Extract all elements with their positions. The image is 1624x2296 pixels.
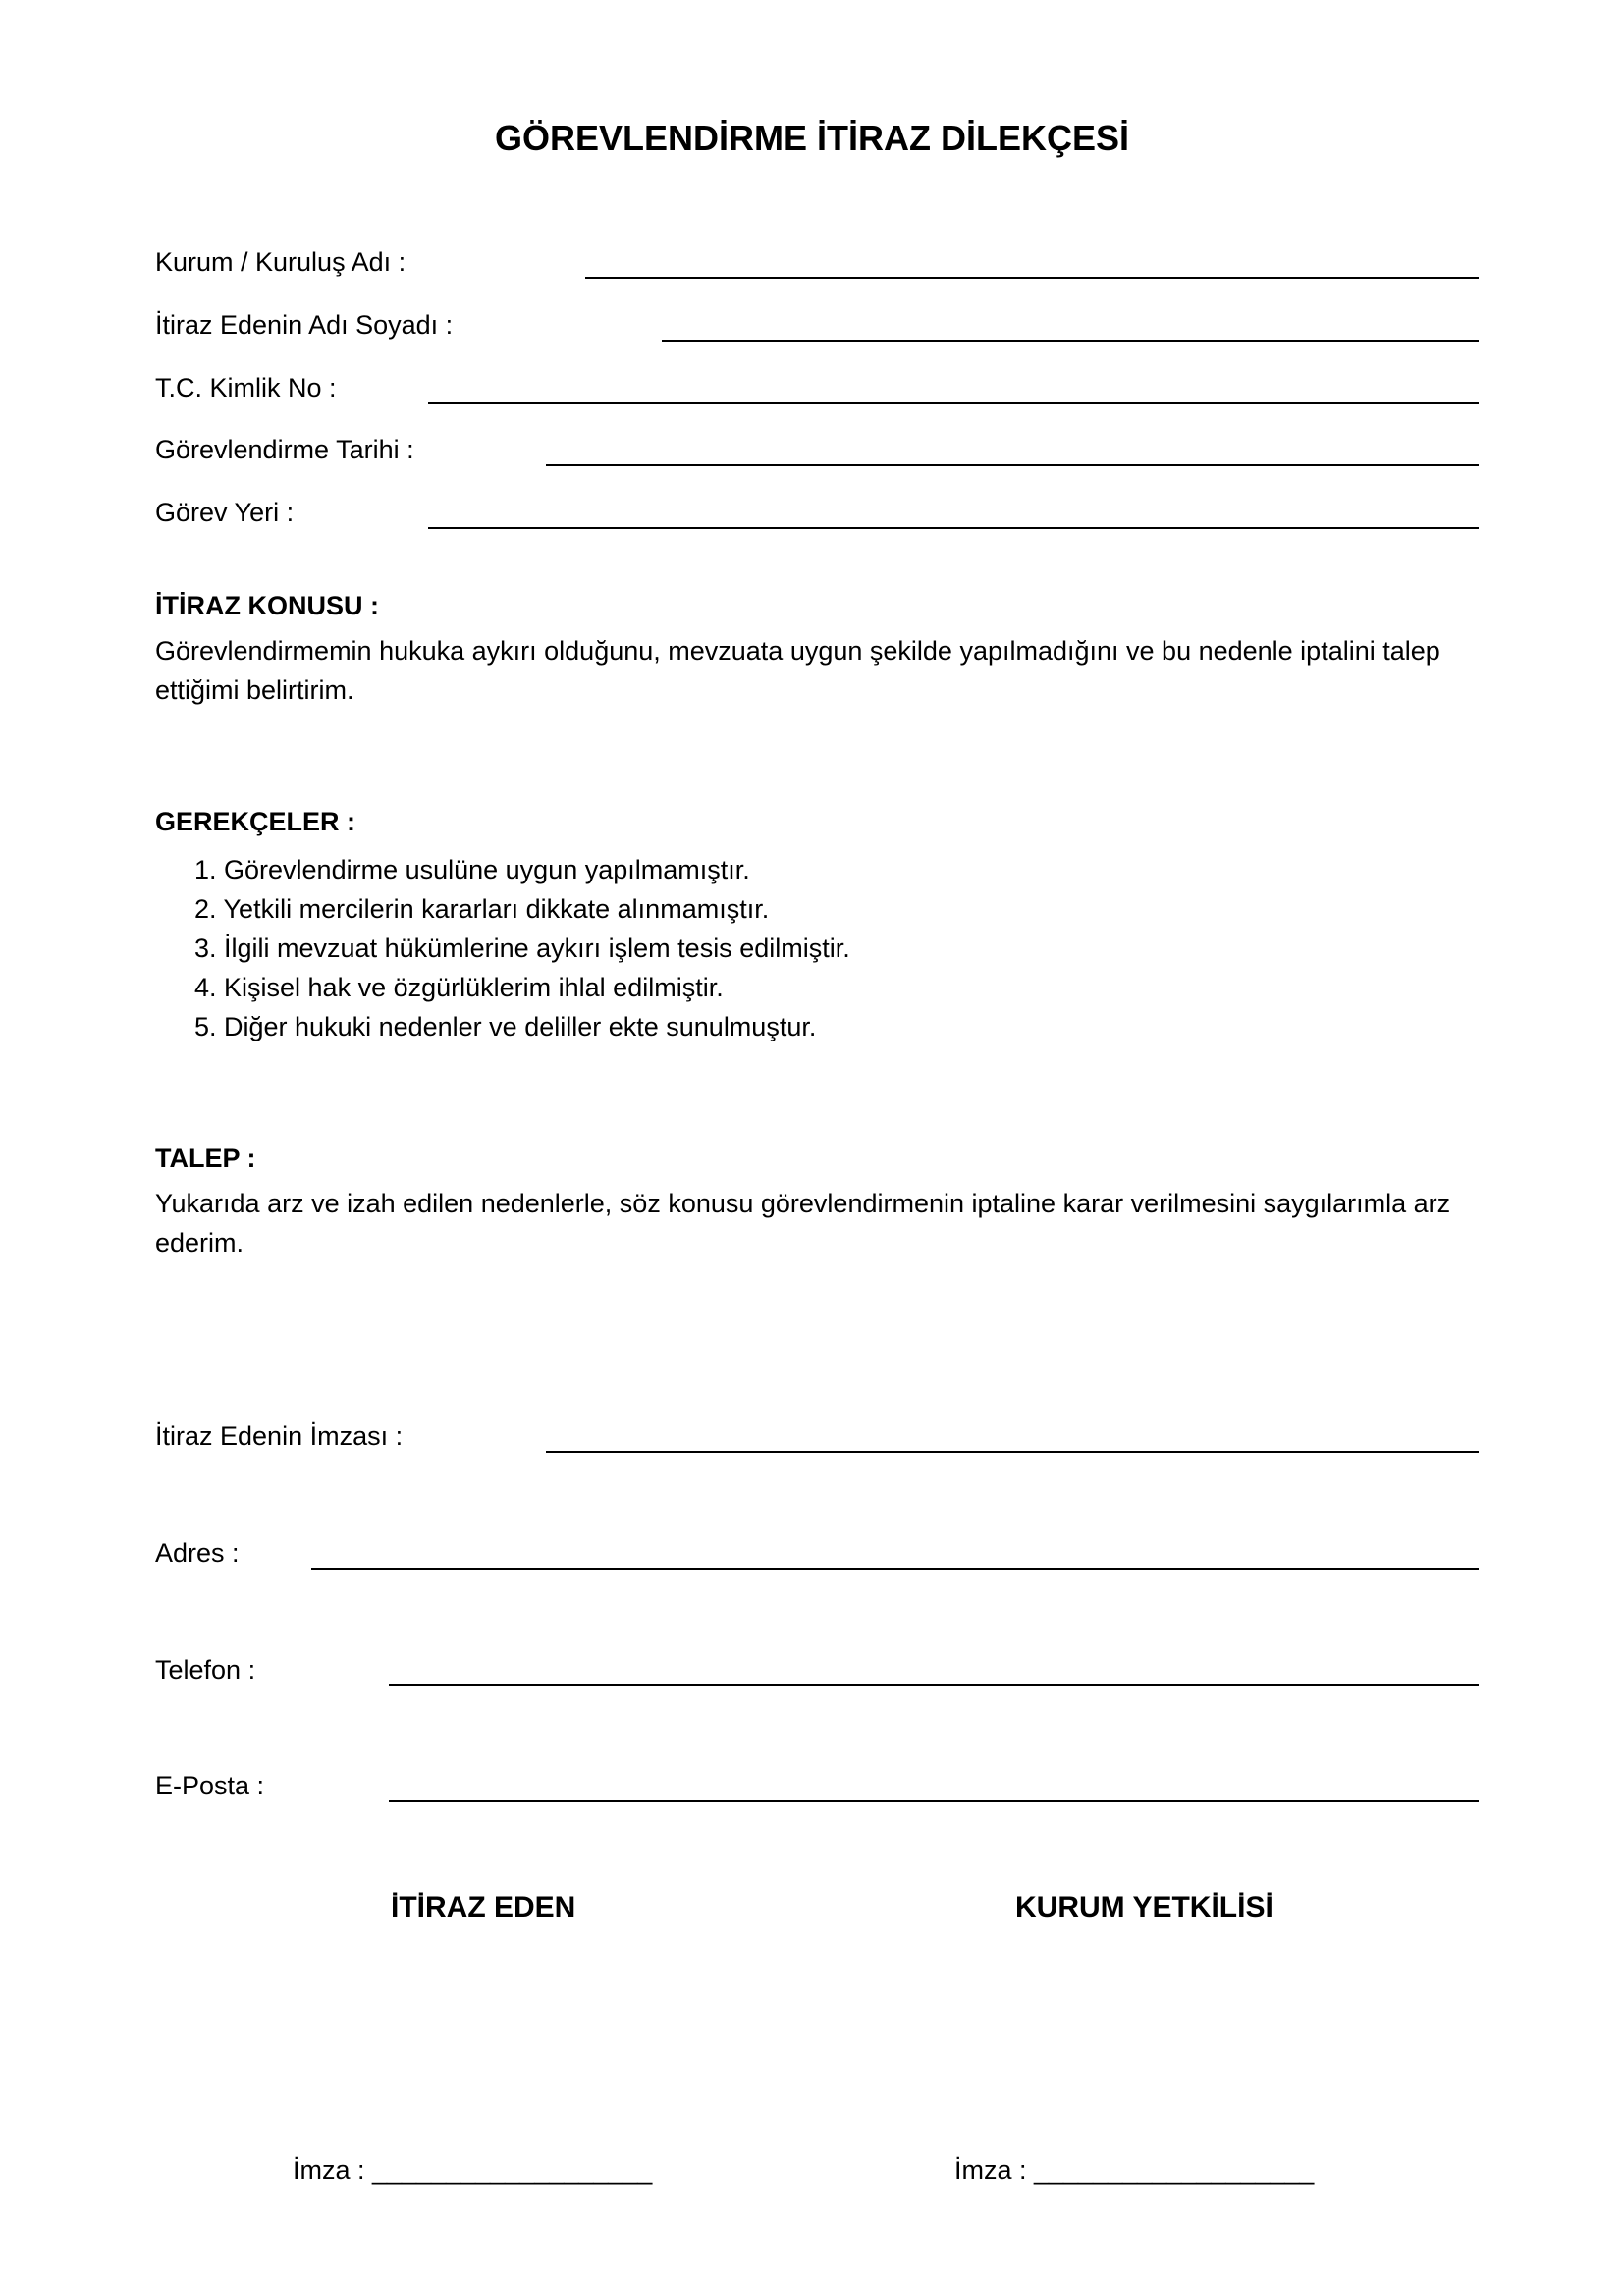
talep-heading: TALEP : xyxy=(155,1144,256,1173)
signature-line-kurum-yetkilisi[interactable]: İmza : ___________________ xyxy=(954,2156,1315,2185)
gerekce-item: 2. Yetkili mercilerin kararları dikkate alınmamıştır. xyxy=(194,894,770,924)
field-line-gorevlendirme-tarihi[interactable] xyxy=(546,464,1479,466)
signature-heading-kurum-yetkilisi: KURUM YETKİLİSİ xyxy=(1015,1892,1273,1924)
field-line-kurum[interactable] xyxy=(585,277,1479,279)
field-line-telefon[interactable] xyxy=(389,1684,1479,1686)
field-label-tc-kimlik: T.C. Kimlik No : xyxy=(155,373,337,402)
field-label-kurum: Kurum / Kuruluş Adı : xyxy=(155,247,406,277)
field-label-gorevlendirme-tarihi: Görevlendirme Tarihi : xyxy=(155,435,414,464)
gerekceler-heading: GEREKÇELER : xyxy=(155,807,356,836)
gerekce-item: 5. Diğer hukuki nedenler ve deliller ekte sunulmuştur. xyxy=(194,1012,817,1041)
gerekce-item: 4. Kişisel hak ve özgürlüklerim ihlal edilmiştir. xyxy=(194,973,724,1002)
page-title: GÖREVLENDİRME İTİRAZ DİLEKÇESİ xyxy=(494,118,1130,158)
field-line-ad-soyad[interactable] xyxy=(662,340,1479,342)
gerekceler-list xyxy=(194,850,850,1046)
gerekce-item: 3. İlgili mevzuat hükümlerine aykırı işlem tesis edilmiştir. xyxy=(194,934,850,963)
field-label-adres: Adres : xyxy=(155,1538,240,1568)
field-label-ad-soyad: İtiraz Edenin Adı Soyadı : xyxy=(155,310,454,340)
field-label-telefon: Telefon : xyxy=(155,1655,256,1684)
signature-line-itiraz-eden[interactable]: İmza : ___________________ xyxy=(293,2156,653,2185)
field-line-gorev-yeri[interactable] xyxy=(428,527,1479,529)
gerekce-item: 1. Görevlendirme usulüne uygun yapılmamıştır. xyxy=(194,855,750,884)
field-label-eposta: E-Posta : xyxy=(155,1771,265,1800)
field-line-eposta[interactable] xyxy=(389,1800,1479,1802)
field-line-imza[interactable] xyxy=(546,1451,1479,1453)
field-label-imza: İtiraz Edenin İmzası : xyxy=(155,1421,404,1451)
field-line-tc-kimlik[interactable] xyxy=(428,402,1479,404)
itiraz-konusu-text: Görevlendirmemin hukuka aykırı olduğunu, mevzuata uygun şekilde yapılmadığını ve bu nedenle iptalini talep ettiğimi belirtirim. xyxy=(155,636,1440,705)
signature-heading-itiraz-eden: İTİRAZ EDEN xyxy=(391,1892,576,1924)
itiraz-konusu-heading: İTİRAZ KONUSU : xyxy=(155,591,379,620)
talep-text: Yukarıda arz ve izah edilen nedenlerle, söz konusu görevlendirmenin iptaline karar verilmesini saygılarımla arz ederim. xyxy=(155,1189,1451,1257)
field-line-adres[interactable] xyxy=(311,1568,1479,1570)
field-label-gorev-yeri: Görev Yeri : xyxy=(155,498,295,527)
